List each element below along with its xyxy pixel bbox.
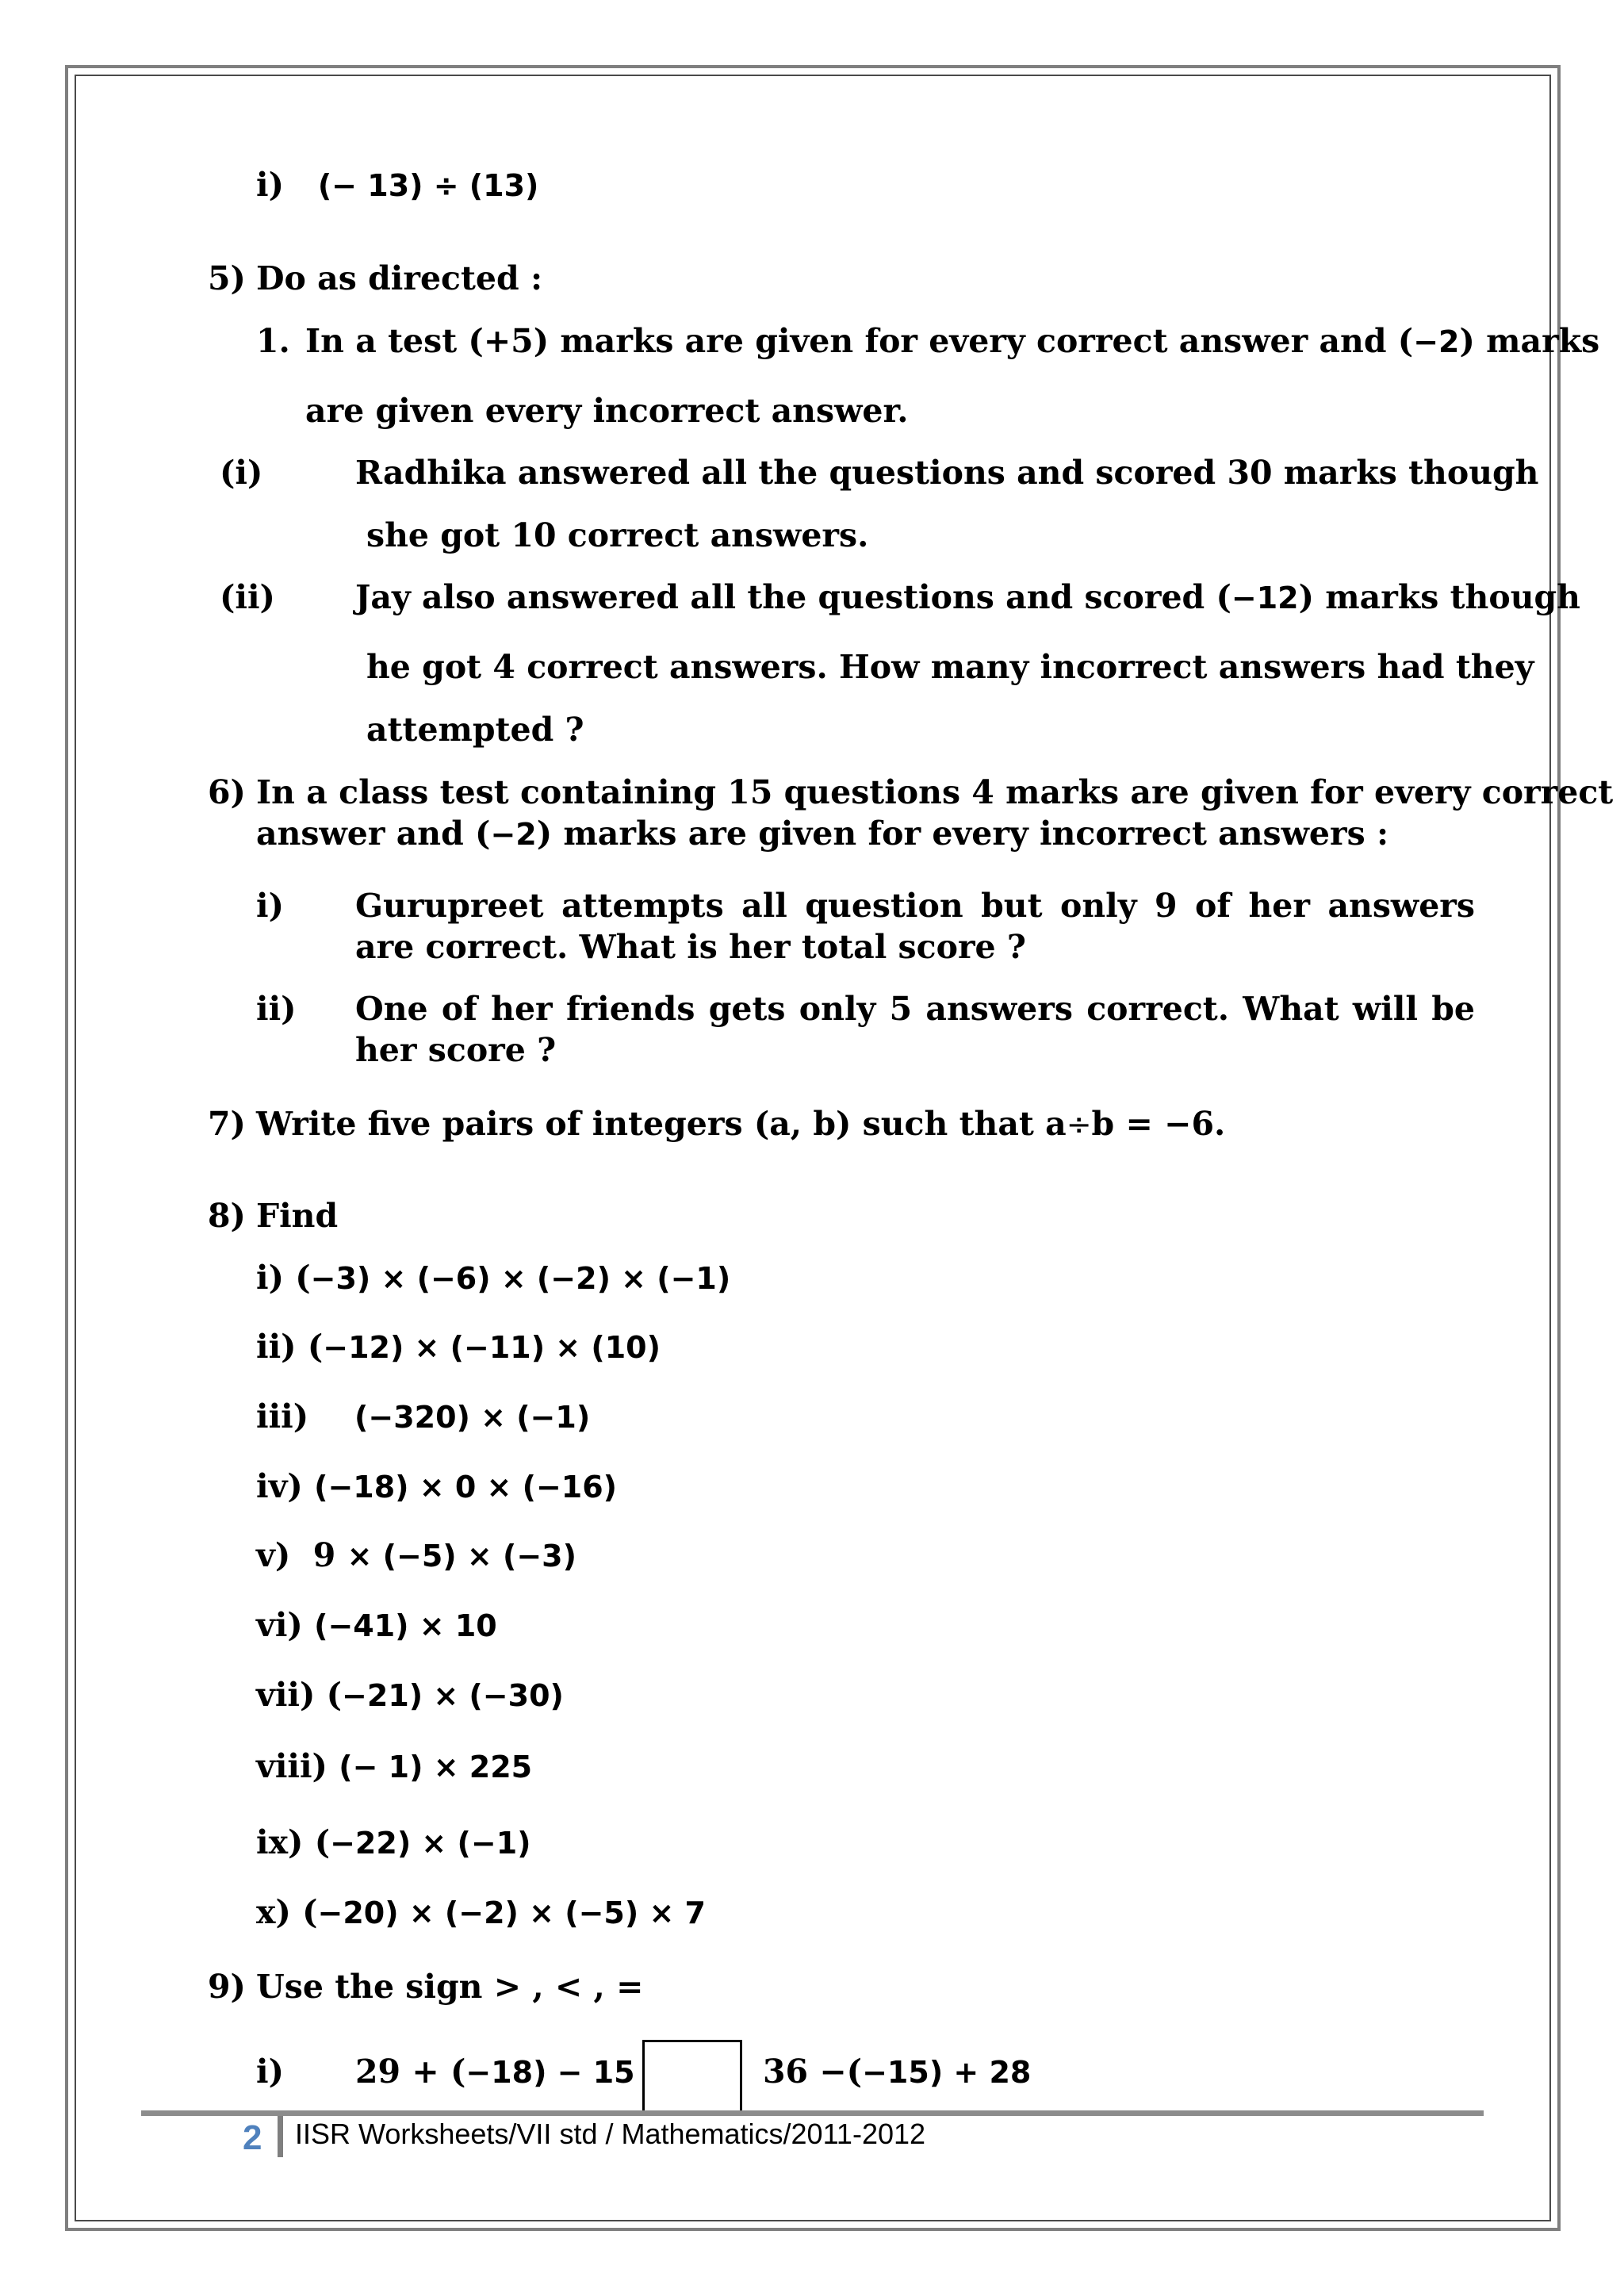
math-expression: (−320) × (−1): [354, 1400, 591, 1435]
item-label: i) (: [256, 1259, 311, 1297]
q5-title: Do as directed :: [256, 259, 543, 297]
text-segment: In a test (+5) marks are given for every correct answer and (: [305, 322, 1414, 360]
math-expression: (− 1) × 225: [339, 1750, 533, 1784]
text-segment: 29 + (: [355, 2053, 466, 2091]
item-label: v) 9: [256, 1536, 336, 1574]
q9-number: 9): [208, 1968, 246, 2006]
q5-sub1-line2: are given every incorrect answer.: [305, 392, 909, 430]
q6-line2: [256, 813, 1388, 855]
q5-part-ii-line1: [355, 577, 1580, 619]
q5-part-i-label: (i): [220, 454, 263, 492]
text-segment: ) marks are given for every incorrect answers :: [536, 815, 1389, 853]
q5-part-ii-line3: attempted ?: [366, 711, 584, 749]
math-expression: −12: [1231, 581, 1299, 615]
math-expression: × (−5) × (−3): [347, 1539, 576, 1573]
q5-sub1-line1: [305, 320, 1599, 362]
q6-line1: In a class test containing 15 questions 4 marks are given for every correct: [256, 773, 1614, 811]
item-label: iv): [256, 1467, 303, 1505]
text-segment: 36 −(: [763, 2053, 863, 2091]
q7-number: 7): [208, 1105, 246, 1143]
q6-number: 6): [208, 773, 246, 811]
item-label: i): [256, 166, 284, 204]
footer-rule: [141, 2110, 1484, 2116]
item-label: viii): [256, 1747, 327, 1785]
math-expression: −20) × (−2) × (−5) × 7: [317, 1895, 706, 1930]
q5-part-i-line2: she got 10 correct answers.: [366, 516, 869, 554]
item-label: vii) (: [256, 1676, 343, 1714]
q8-item: [256, 1535, 576, 1577]
item-label: ii) (: [256, 1328, 324, 1366]
q6-item-i-text: Gurupreet attempts all question but only 9 of her answers are correct. What is her total score ?: [355, 887, 1475, 966]
q8-item: [256, 1674, 564, 1716]
text-segment: Jay also answered all the questions and scored (: [355, 578, 1231, 616]
q9-item-i-right: [763, 2051, 1031, 2093]
q8-item: [256, 1892, 706, 1934]
text-segment: ) marks though: [1298, 578, 1580, 616]
footer-separator: [278, 2116, 283, 2157]
q8-title: Find: [256, 1197, 339, 1235]
item-label: x) (: [256, 1893, 318, 1931]
math-expression: (−18) × 0 × (−16): [314, 1470, 618, 1504]
q5-part-i-line1: Radhika answered all the questions and scored 30 marks though: [355, 454, 1539, 492]
math-expression: −21) × (−30): [342, 1678, 564, 1713]
q7-text: [256, 1103, 1225, 1145]
text-segment: Write five pairs of integers (a, b) such that a: [256, 1105, 1067, 1143]
item-label: ix) (: [256, 1823, 331, 1861]
math-expression: (−41) × 10: [314, 1608, 497, 1643]
q8-number: 8): [208, 1197, 246, 1235]
q5-sub1-number: 1.: [256, 322, 290, 360]
q5-part-ii-line2: he got 4 correct answers. How many incorrect answers had they: [366, 648, 1534, 686]
q9-item-i-label: i): [256, 2053, 284, 2091]
q6-item-ii-label: ii): [256, 990, 297, 1028]
math-expression: −2: [490, 817, 537, 852]
q8-item: [256, 1746, 532, 1788]
item-label: vi): [256, 1606, 303, 1644]
q8-item: [256, 1326, 661, 1368]
math-expression: −3) × (−6) × (−2) × (−1): [310, 1261, 731, 1296]
q9-item-i-left: [355, 2051, 635, 2093]
q8-item: [256, 1604, 497, 1646]
q8-item: [256, 1257, 730, 1299]
q5-part-ii-label: (ii): [220, 578, 275, 616]
q9-title: Use the sign > , < , =: [256, 1968, 644, 2006]
q8-item: [256, 1396, 590, 1438]
text-segment: b = −6.: [1091, 1105, 1226, 1143]
q4-item-i: [256, 164, 538, 206]
math-expression: −15) + 28: [862, 2055, 1032, 2090]
math-expression: −12) × (−11) × (10): [323, 1330, 661, 1365]
q5-number: 5): [208, 259, 246, 297]
page-number: 2: [243, 2118, 262, 2157]
math-expression: −22) × (−1): [330, 1826, 531, 1861]
division-sign: ÷: [1066, 1107, 1092, 1142]
math-expression: −18) − 15: [465, 2055, 635, 2090]
answer-box[interactable]: [642, 2040, 742, 2114]
q6-item-i-label: i): [256, 887, 284, 925]
math-expression: (− 13) ÷ (13): [317, 168, 539, 203]
q6-item-ii-text: One of her friends gets only 5 answers correct. What will be her score ?: [355, 990, 1475, 1069]
text-segment: answer and (: [256, 815, 491, 853]
q8-item: [256, 1822, 531, 1864]
item-label: iii): [256, 1397, 309, 1435]
math-expression: −2: [1413, 324, 1460, 359]
footer-text: IISR Worksheets/VII std / Mathematics/2011-2012: [295, 2118, 926, 2150]
q8-item: [256, 1466, 617, 1508]
text-segment: ) marks: [1459, 322, 1600, 360]
